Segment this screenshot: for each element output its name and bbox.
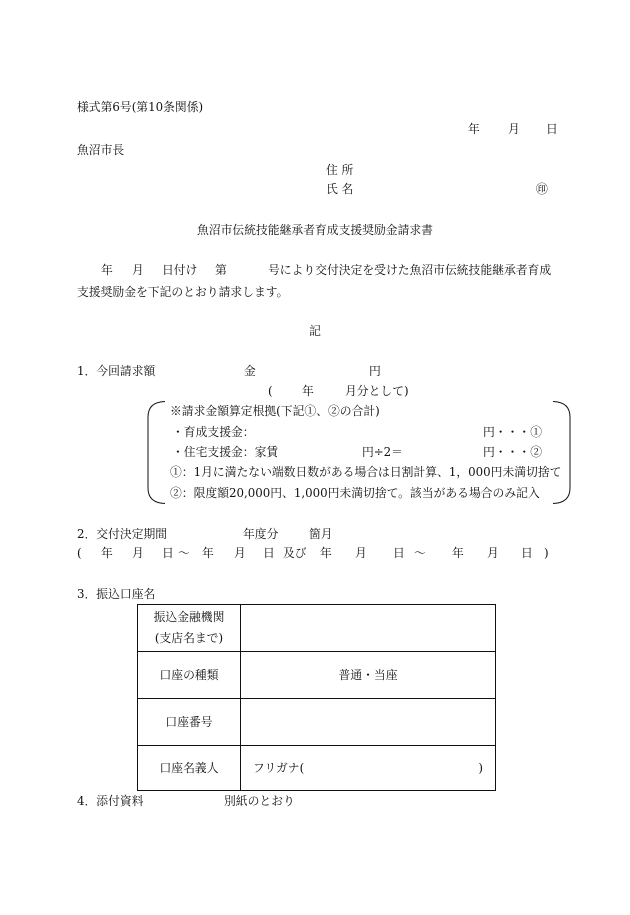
furigana-close: ) [478,761,483,775]
housing-support-mid: 円÷2＝ [362,445,403,459]
bank-account-table [137,604,496,791]
seal-mark: ㊞ [536,182,548,196]
right-bracket [553,402,570,504]
table-row [138,746,496,791]
section2-months: 箇月 [309,527,333,541]
basis-note-1: ①：1月に満たない端数日数がある場合は日割計算、1，000円未満切捨て [170,465,562,479]
section1-period-open: ( [268,384,273,398]
housing-support-suffix: 円・・・② [483,445,542,459]
section3-label: 3．振込口座名 [77,587,156,601]
body-year: 年 [101,263,113,277]
section2-period-part: 日 [393,546,405,560]
table-row [138,605,496,652]
body-dai: 第 [215,263,227,277]
date-month-label: 月 [508,122,520,136]
left-bracket [148,402,165,504]
section2-period-part: 月 [132,546,144,560]
section2-period-part: 月 [355,546,367,560]
section2-period-part: 月 [234,546,246,560]
section1-period-month: 月分として) [345,384,409,398]
account-number-label: 口座番号 [138,699,241,746]
section2-period-part: 年 [101,546,113,560]
account-type-label: 口座の種類 [138,652,241,699]
section2-label: 2．交付決定期間 [77,527,168,541]
section1-kin: 金 [244,364,256,378]
section2-period-part: 月 [487,546,499,560]
training-support-suffix: 円・・・① [483,425,542,439]
section1-yen: 円 [369,364,381,378]
section2-period-part: 日 [263,546,275,560]
table-row [138,652,496,699]
section4-value: 別紙のとおり [224,794,295,808]
furigana-field [241,761,495,775]
section2-period-part: 年 [320,546,332,560]
bank-name-value-cell [241,605,496,652]
name-label: 氏 名 [326,182,354,196]
section1-period-year: 年 [302,384,314,398]
section4-label: 4．添付資料 [77,794,144,808]
date-year-label: 年 [468,122,480,136]
account-holder-label: 口座名義人 [138,746,241,791]
bank-name-label-cell [138,605,241,652]
body-month: 月 [132,263,144,277]
date-day-label: 日 [546,122,558,136]
section2-period-part: ) [544,546,549,560]
section2-fiscal-year: 年度分 [243,527,279,541]
address-label: 住 所 [326,163,354,177]
section1-label: 1．今回請求額 [77,364,156,378]
section2-period-part: ( [77,546,82,560]
section2-period-part: 日 [162,546,174,560]
section2-period-part: 及び [283,546,307,560]
account-type-value: 普通・当座 [241,652,496,699]
addressee: 魚沼市長 [77,143,125,157]
account-holder-value-cell [241,746,496,791]
body-line2: 支援奨励金を下記のとおり請求します。 [77,285,289,299]
housing-support-label: ・住宅支援金：家賃 [172,445,279,459]
body-line1-rest: 号により交付決定を受けた魚沼市伝統技能継承者育成 [268,263,552,277]
account-number-value-cell [241,699,496,746]
branch-name-note: (支店名まで) [154,631,224,645]
section2-period-part: ～ [178,546,190,560]
form-number: 様式第6号(第10条関係) [77,100,204,114]
bank-name-label: 振込金融機関 [153,610,225,624]
training-support-label: ・育成支援金： [172,425,255,439]
table-row [138,699,496,746]
ki-heading: 記 [309,324,321,338]
section2-period-part: 年 [452,546,464,560]
basis-note-2: ②：限度額20,000円、1,000円未満切捨て。該当がある場合のみ記入 [170,486,540,500]
body-day: 日付け [162,263,198,277]
document-title: 魚沼市伝統技能継承者育成支援奨励金請求書 [197,223,433,237]
furigana-open: フリガナ( [253,761,305,775]
section2-period-part: ～ [414,546,426,560]
section2-period-part: 日 [521,546,533,560]
section2-period-part: 年 [202,546,214,560]
basis-heading: ※請求金額算定根拠(下記①、②の合計) [170,404,380,418]
